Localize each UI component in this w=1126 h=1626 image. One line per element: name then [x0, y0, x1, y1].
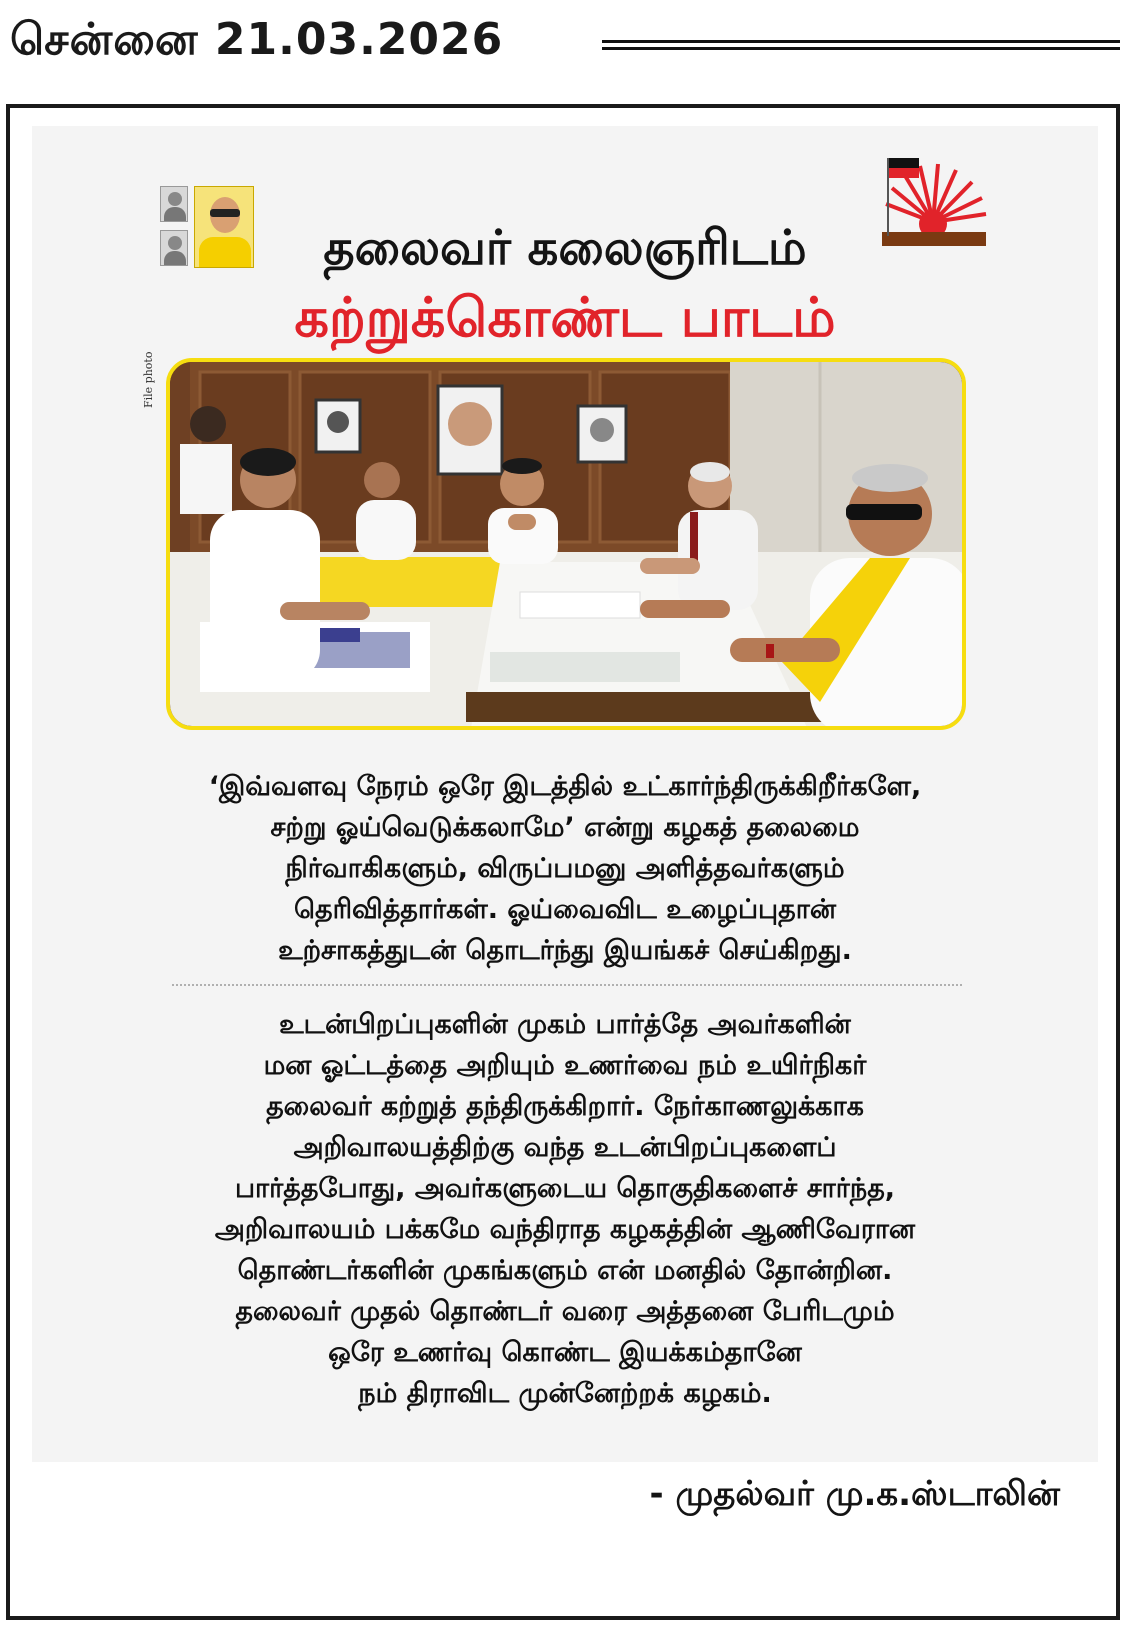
paragraph-2-line: பார்த்தபோது, அவர்களுடைய தொகுதிகளைச் சார்ந்த, — [234, 1173, 896, 1204]
paragraph-2-line: அறிவாலயம் பக்கமே வந்திராத கழகத்தின் ஆணிவேரான — [214, 1214, 916, 1245]
paragraph-1-line: நிர்வாகிகளும், விருப்பமனு அளித்தவர்களும் — [285, 853, 845, 884]
paragraph-2-line: அறிவாலயத்திற்கு வந்த உடன்பிறப்புகளைப் — [293, 1132, 837, 1163]
paragraph-2-line: உடன்பிறப்புகளின் முகம் பார்த்தே அவர்களின் — [279, 1009, 851, 1040]
masthead-date: 21.03.2026 — [214, 14, 504, 65]
masthead — [10, 10, 1120, 72]
paragraph-2-line: மன ஓட்டத்தை அறியும் உணர்வை நம் உயிர்நிகர் — [263, 1050, 867, 1081]
small-portrait-top — [160, 186, 188, 222]
headline-line-2: கற்றுக்கொண்ட பாடம் — [294, 286, 836, 349]
advertisement-frame — [6, 104, 1120, 1620]
masthead-text — [10, 14, 503, 71]
meeting-photo — [166, 358, 966, 730]
paragraph-1-line: சற்று ஓய்வெடுக்கலாமே’ என்று கழகத் தலைமை — [270, 812, 860, 843]
masthead-city: சென்னை — [10, 14, 199, 65]
paragraph-2-line: நம் திராவிட முன்னேற்றக் கழகம். — [358, 1378, 772, 1409]
paragraph-2-line: தொண்டர்களின் முகங்களும் என் மனதில் தோன்றின. — [237, 1255, 893, 1286]
paragraph-1-line: தெரிவித்தார்கள். ஓய்வைவிட உழைப்புதான் — [293, 894, 837, 925]
paragraph-2 — [32, 1004, 1098, 1414]
paragraph-2-line: ஒரே உணர்வு கொண்ட இயக்கம்தானே — [328, 1337, 802, 1368]
headline-line-1: தலைவர் கலைஞரிடம் — [323, 220, 807, 276]
signature: - முதல்வர் மு.க.ஸ்டாலின் — [649, 1474, 1060, 1514]
paragraph-1-line: உற்சாகத்துடன் தொடர்ந்து இயங்கச் செய்கிறது. — [278, 935, 852, 966]
paragraph-1 — [32, 766, 1098, 971]
paragraph-1-line: ‘இவ்வளவு நேரம் ஒரே இடத்தில் உட்கார்ந்திருக்கிறீர்களே, — [208, 771, 922, 802]
paragraph-2-line: தலைவர் முதல் தொண்டர் வரை அத்தனை பேரிடமும் — [235, 1296, 895, 1327]
meeting-scene-illustration — [170, 362, 966, 730]
content-panel — [32, 126, 1098, 1462]
masthead-double-rule — [602, 40, 1120, 50]
photo-credit: File photo — [142, 351, 155, 408]
paragraph-divider — [172, 984, 962, 986]
paragraph-2-line: தலைவர் கற்றுத் தந்திருக்கிறார். நேர்காணலுக்காக — [266, 1091, 864, 1122]
